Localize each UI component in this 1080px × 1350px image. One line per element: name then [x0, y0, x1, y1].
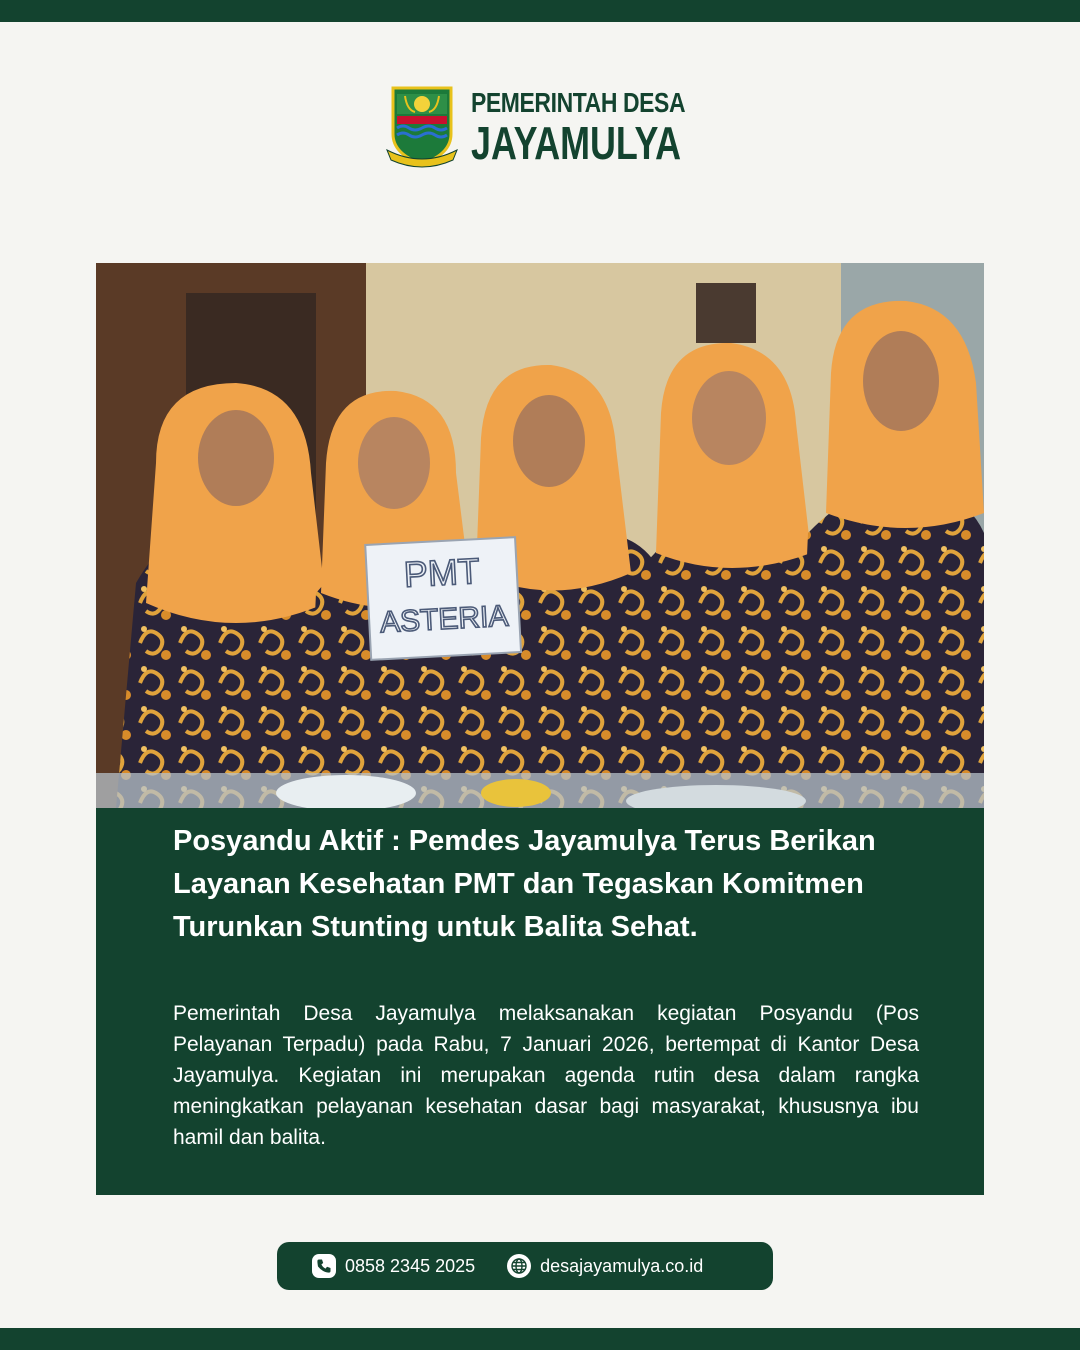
phone-number: 0858 2345 2025: [345, 1255, 476, 1276]
brand-title: JAYAMULYA: [471, 117, 682, 169]
phone-icon: [312, 1254, 336, 1278]
pmt-sign: [365, 537, 521, 660]
globe-icon: [507, 1254, 531, 1278]
header: [385, 82, 740, 172]
article-body: Pemerintah Desa Jayamulya melaksanakan kegiatan Posyandu (Pos Pelayanan Terpadu) pada Rabu, 7 Januari 2026, bertempat di Kantor Desa Jayamulya. Kegiatan ini merupakan agenda rutin desa dalam rangka meningkatkan pelayanan kesehatan dasar bagi masyarakat, khususnya ibu hamil dan balita.: [173, 1002, 919, 1149]
brand: [471, 87, 740, 167]
village-emblem-icon: [385, 84, 459, 170]
bottom-bar: [0, 1328, 1080, 1350]
article-card: [96, 808, 984, 1195]
article-headline: Posyandu Aktif : Pemdes Jayamulya Terus Berikan Layanan Kesehatan PMT dan Tegaskan Komitmen Turunkan Stunting untuk Balita Sehat.: [173, 825, 876, 943]
website-url: desajayamulya.co.id: [540, 1255, 704, 1276]
brand-subtitle: PEMERINTAH DESA: [471, 87, 686, 118]
website-contact[interactable]: [507, 1254, 703, 1278]
phone-contact[interactable]: [312, 1254, 475, 1278]
svg-text:ASTERIA: ASTERIA: [379, 599, 510, 640]
top-bar: [0, 0, 1080, 22]
hero-photo: [96, 263, 984, 808]
svg-text:PMT: PMT: [402, 550, 481, 595]
contact-bar: [277, 1242, 773, 1290]
